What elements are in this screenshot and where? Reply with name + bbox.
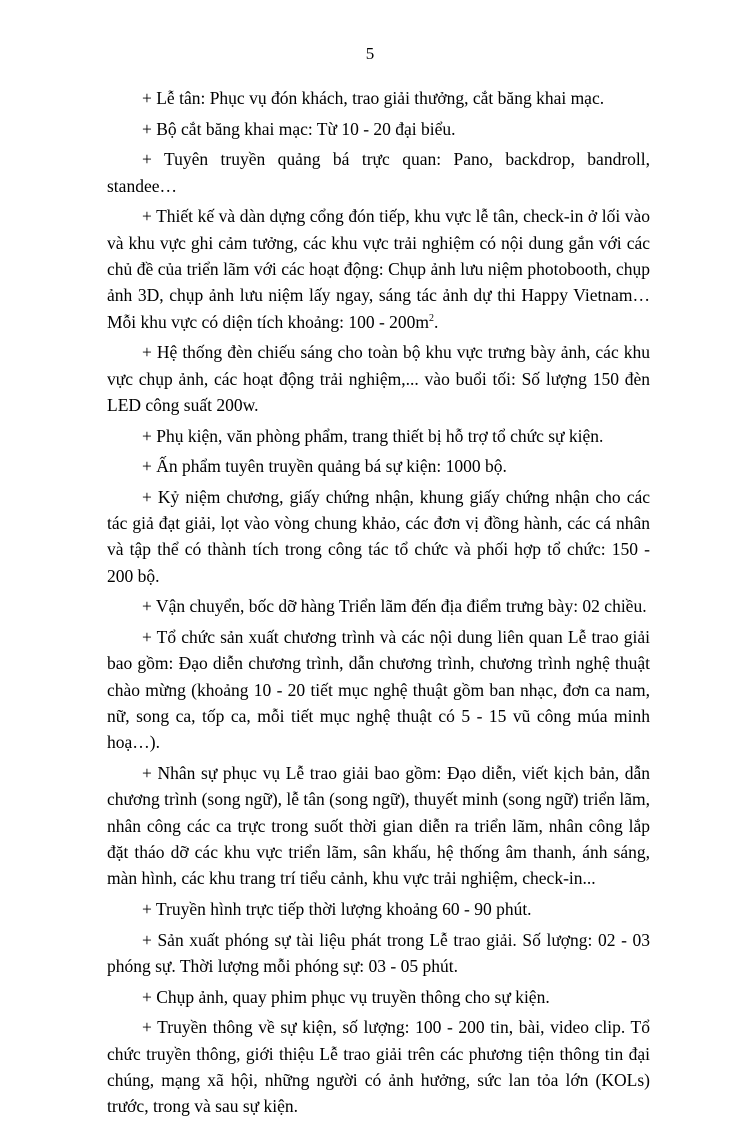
paragraph-reception: + Lễ tân: Phục vụ đón khách, trao giải thưởng, cắt băng khai mạc. [142,88,605,108]
paragraph-lighting: + Hệ thống đèn chiếu sáng cho toàn bộ khu vực trưng bày ảnh, các khu vực chụp ảnh, các hoạt động trải nghiệm,... vào buổi tối: Số lượng 150 đèn LED công suất 200w. [107,342,650,415]
paragraph-medals: + Kỷ niệm chương, giấy chứng nhận, khung giấy chứng nhận cho các tác giả đạt giải, lọt vào vòng chung khảo, các đơn vị đồng hành, các cá nhân và tập thể có thành tích trong công tác tổ chức và phối hợp tổ chức: 150 - 200 bộ. [107,486,650,586]
document-body [107,85,650,1124]
paragraph-media: + Truyền thông về sự kiện, số lượng: 100 - 200 tin, bài, video clip. Tổ chức truyền thông, giới thiệu Lễ trao giải trên các phương tiện thông tin đại chúng, mạng xã hội, những người có ảnh hưởng, sức lan tỏa lớn (KOLs) trước, trong và sau sự kiện. [107,1017,650,1117]
paragraph-visual-promotion: + Tuyên truyền quảng bá trực quan: Pano, backdrop, bandroll, standee… [107,149,650,196]
paragraph-gate-design-text: + Thiết kế và dàn dựng cổng đón tiếp, khu vực lễ tân, check-in ở lối vào và khu vực ghi cảm tưởng, các khu vực trải nghiệm có nội dung gắn với các chủ đề của triển lãm với các hoạt động: Chụp ảnh lưu niệm photobooth, chụp ảnh 3D, chụp ảnh lưu niệm lấy ngay, sáng tác ảnh dự thi Happy Vietnam… Mỗi khu vực có diện tích khoảng: 100 - 200m [107,206,650,332]
paragraph-gate-design [107,203,650,334]
paragraph-accessories: + Phụ kiện, văn phòng phẩm, trang thiết bị hỗ trợ tổ chức sự kiện. [142,425,604,446]
paragraph-photography: + Chụp ảnh, quay phim phục vụ truyền thông cho sự kiện. [142,986,550,1007]
paragraph-publications: + Ấn phẩm tuyên truyền quảng bá sự kiện: 1000 bộ. [142,456,507,477]
area-superscript: 2 [429,312,435,324]
paragraph-staffing: + Nhân sự phục vụ Lễ trao giải bao gồm: Đạo diễn, viết kịch bản, dẫn chương trình (song ngữ), lễ tân (song ngữ), thuyết minh (song ngữ) triển lãm, nhân công các ca trực trong suốt thời gian diễn ra triển lãm, nhân công lắp đặt tháo dỡ các khu vực triển lãm, sân khấu, hệ thống âm thanh, ánh sáng, màn hình, các khu trang trí tiểu cảnh, khu vực trải nghiệm, check-in... [107,763,650,889]
paragraph-documentary: + Sản xuất phóng sự tài liệu phát trong Lễ trao giải. Số lượng: 02 - 03 phóng sự. Thời lượng mỗi phóng sự: 03 - 05 phút. [107,929,650,976]
page-number: 5 [365,44,375,63]
paragraph-program-production: + Tổ chức sản xuất chương trình và các nội dung liên quan Lễ trao giải bao gồm: Đạo diễn chương trình, dẫn chương trình, chương trình nghệ thuật chào mừng (khoảng 10 - 20 tiết mục nghệ thuật gồm ban nhạc, đơn ca nam, nữ, song ca, tốp ca, mỗi tiết mục nghệ thuật có 5 - 15 vũ công múa minh hoạ…). [107,627,650,753]
area-suffix: . [434,311,439,332]
paragraph-transport: + Vận chuyển, bốc dỡ hàng Triển lãm đến địa điểm trưng bày: 02 chiều. [142,596,647,617]
paragraph-live-broadcast: + Truyền hình trực tiếp thời lượng khoảng 60 - 90 phút. [142,898,532,919]
paragraph-ribbon-cutting: + Bộ cắt băng khai mạc: Từ 10 - 20 đại biểu. [142,118,456,139]
